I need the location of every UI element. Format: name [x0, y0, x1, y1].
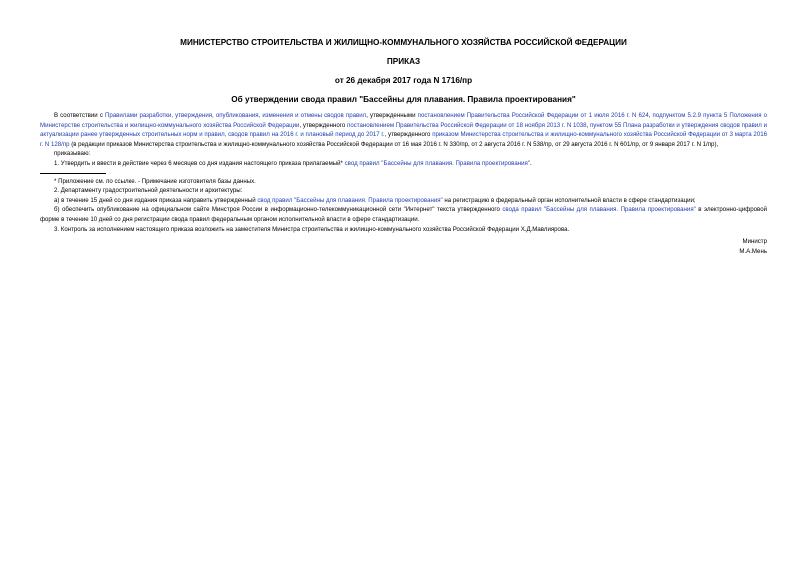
link-code-of-rules[interactable]: свод правил "Бассейны для плавания. Правила проектирования": [257, 196, 443, 204]
link-government-decree-1038[interactable]: постановлением Правительства Российской Федерации от 18 ноября 2013 г. N 1038: [347, 121, 587, 129]
document-body: [40, 111, 767, 256]
item-text: .: [529, 159, 532, 167]
item-text: а) в течение 15 дней со дня издания приказа направить утвержденный: [54, 196, 258, 204]
item-1: [40, 159, 767, 169]
item-text: б) обеспечить опубликование на официальном сайте Минстроя России в информационно-телекоммуникационной сети "Интернет" текста утвержденного: [54, 206, 503, 214]
preamble-text: , утвержденного: [299, 121, 348, 129]
item-2a: [40, 196, 767, 206]
ministry-title: МИНИСТЕРСТВО СТРОИТЕЛЬСТВА И ЖИЛИЩНО-КОММУНАЛЬНОГО ХОЗЯЙСТВА РОССИЙСКОЙ ФЕДЕРАЦИИ: [180, 38, 627, 47]
signature-name: М.А.Мень: [739, 247, 767, 255]
footnote: * Приложение см. по ссылке. - Примечание изготовителя базы данных.: [54, 177, 256, 185]
link-plan-item-55[interactable]: пунктом 55 Плана разработки и утверждения сводов правил и актуализации ранее утвержденных строительных норм и правил, сводов правил на 2016 г. и плановый период до 2017 г.: [40, 121, 768, 139]
order-word: приказываю:: [54, 150, 91, 158]
link-code-of-rules[interactable]: свода правил "Бассейны для плавания. Правила проектирования": [502, 206, 696, 214]
item-text: в электронно-цифровой форме в течение 10 дней со дня регистрации свода правил федеральным органом исполнительной власти в сфере стандартизации.: [40, 206, 767, 223]
item-text: на регистрацию в федеральный орган исполнительной власти в сфере стандартизации;: [442, 196, 696, 204]
link-ministry-regulation[interactable]: подпунктом 5.2.9 пункта 5 Положения о Министерстве строительства и жилищно-коммунального хозяйства Российской Федерации: [40, 112, 768, 129]
item-2: 2. Департаменту градостроительной деятельности и архитектуры:: [54, 187, 243, 195]
preamble-paragraph: [40, 111, 767, 149]
doc-type: ПРИКАЗ: [386, 57, 421, 66]
item-text: 1. Утвердить и ввести в действие через 6 месяцев со дня издания настоящего приказа прилагаемый*: [54, 159, 345, 167]
preamble-text: ,: [648, 112, 653, 119]
preamble-text: , утвержденного: [384, 131, 433, 139]
link-ministry-order-128[interactable]: приказом Министерства строительства и жилищно-коммунального хозяйства Российской Федерации от 3 марта 2016 г. N 128/пр: [40, 131, 767, 148]
preamble-text: В соответствии с: [54, 112, 105, 119]
link-government-decree-624[interactable]: постановлением Правительства Российской Федерации от 1 июля 2016 г. N 624: [417, 112, 649, 119]
order-subject: Об утверждении свода правил "Бассейны для плавания. Правила проектирования": [231, 95, 576, 104]
item-2b: [40, 205, 767, 224]
link-code-of-rules[interactable]: свод правил "Бассейны для плавания. Правила проектирования": [344, 159, 530, 167]
signature-title: Министр: [742, 238, 767, 246]
preamble-text: , утвержденными: [366, 112, 418, 119]
document: [40, 28, 767, 256]
preamble-text: ,: [586, 121, 590, 129]
item-3: 3. Контроль за исполнением настоящего приказа возложить на заместителя Министра строительства и жилищно-коммунального хозяйства Российской Федерации Х.Д.Мавлиярова.: [54, 225, 570, 233]
link-rules-of-development[interactable]: Правилами разработки, утверждения, опубликования, изменения и отмены сводов правил: [105, 112, 367, 119]
footnote-divider: [40, 173, 106, 174]
preamble-text: (в редакции приказов Министерства строительства и жилищно-коммунального хозяйства Российской Федерации от 16 мая 2016 г. N 330/пр, от 2 августа 2016 г. N 538/пр, от 29 августа 2016 г. N 601/пр, от 9 января 2017 г. N 1/пр),: [69, 140, 719, 148]
order-date-number: от 26 декабря 2017 года N 1716/пр: [334, 76, 473, 85]
